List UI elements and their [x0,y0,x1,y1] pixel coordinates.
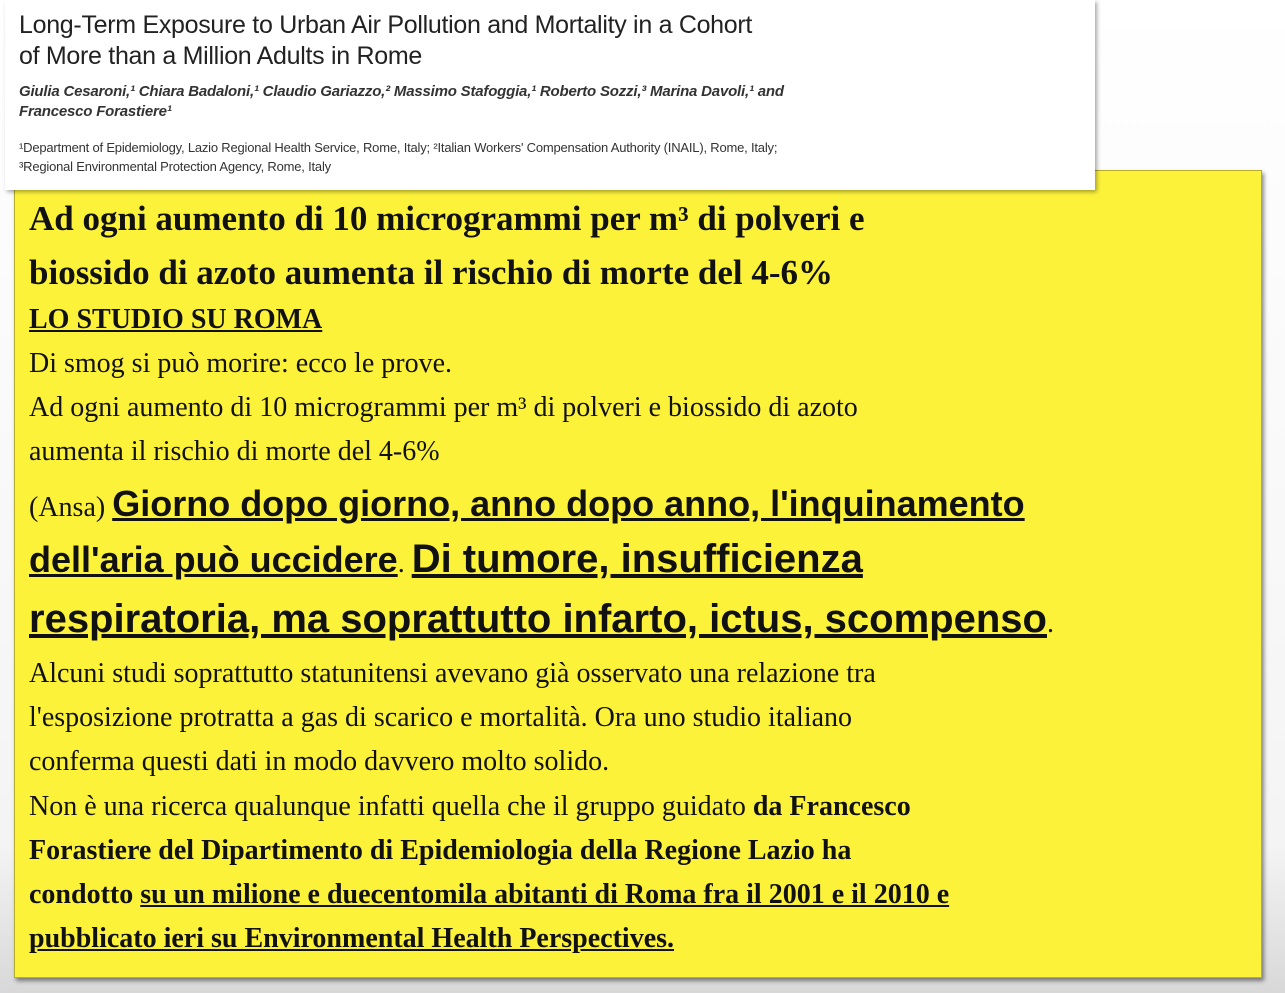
emphasis-text: Di tumore, insufficienza [411,537,863,581]
paragraph-line: Alcuni studi soprattutto statunitensi avevano già osservato una relazione tra [29,658,876,689]
section-title: LO STUDIO SU ROMA [29,304,323,335]
affiliations-line: ³Regional Environmental Protection Agency, Rome, Italy [19,159,331,174]
punctuation: . [1046,608,1054,639]
paragraph-line: Ad ogni aumento di 10 microgrammi per m³ di polveri e biossido di azoto [29,392,858,423]
paragraph-line: pubblicato ieri su Environmental Health Perspectives. [29,923,675,954]
slide-text-box [14,170,1262,978]
paper-affiliations [19,138,777,176]
emphasis-text: Giorno dopo giorno, anno dopo anno, l'inquinamento [112,483,1025,524]
bold-text: da Francesco [752,791,911,822]
paragraph-line [29,879,949,911]
paper-title-line: of More than a Million Adults in Rome [19,42,422,70]
paragraph-line [29,483,1025,525]
paragraph-line [29,597,1054,642]
paper-title-line: Long-Term Exposure to Urban Air Pollution and Mortality in a Cohort [19,11,753,39]
source-tag: (Ansa) [29,492,113,523]
paragraph-line: aumenta il rischio di morte del 4-6% [29,436,440,467]
bold-text: condotto [29,879,141,910]
underlined-text: su un milione e duecentomila abitanti di Roma fra il 2001 e il 2010 e [140,879,950,910]
authors-line: Giulia Cesaroni,¹ Chiara Badaloni,¹ Claudio Gariazzo,² Massimo Stafoggia,¹ Roberto Sozzi,³ Marina Davoli,¹ and [19,83,784,100]
paper-header-clipping [5,0,1095,190]
paragraph-line: Di smog si può morire: ecco le prove. [29,348,453,379]
paper-authors [19,82,784,122]
paragraph-line [29,791,911,823]
plain-text: Non è una ricerca qualunque infatti quella che il gruppo guidato [29,791,753,822]
affiliations-line: ¹Department of Epidemiology, Lazio Regional Health Service, Rome, Italy; ²Italian Workers' Compensation Authority (INAIL), Rome, Italy; [19,140,778,155]
emphasis-text: dell'aria può uccidere [29,539,398,580]
paragraph-line: l'esposizione protratta a gas di scarico e mortalità. Ora uno studio italiano [29,702,853,733]
emphasis-text: respiratoria, ma soprattutto infarto, ictus, scompenso [29,597,1047,641]
headline-line: biossido di azoto aumenta il rischio di morte del 4-6% [29,253,834,292]
authors-line: Francesco Forastiere¹ [19,103,172,120]
paper-title [19,10,752,72]
paragraph-line: conferma questi dati in modo davvero molto solido. [29,746,610,777]
paragraph-line [29,537,863,582]
headline-line: Ad ogni aumento di 10 microgrammi per m³ di polveri e [29,199,865,238]
punctuation: . [397,548,412,579]
paragraph-line: Forastiere del Dipartimento di Epidemiologia della Regione Lazio ha [29,835,852,866]
